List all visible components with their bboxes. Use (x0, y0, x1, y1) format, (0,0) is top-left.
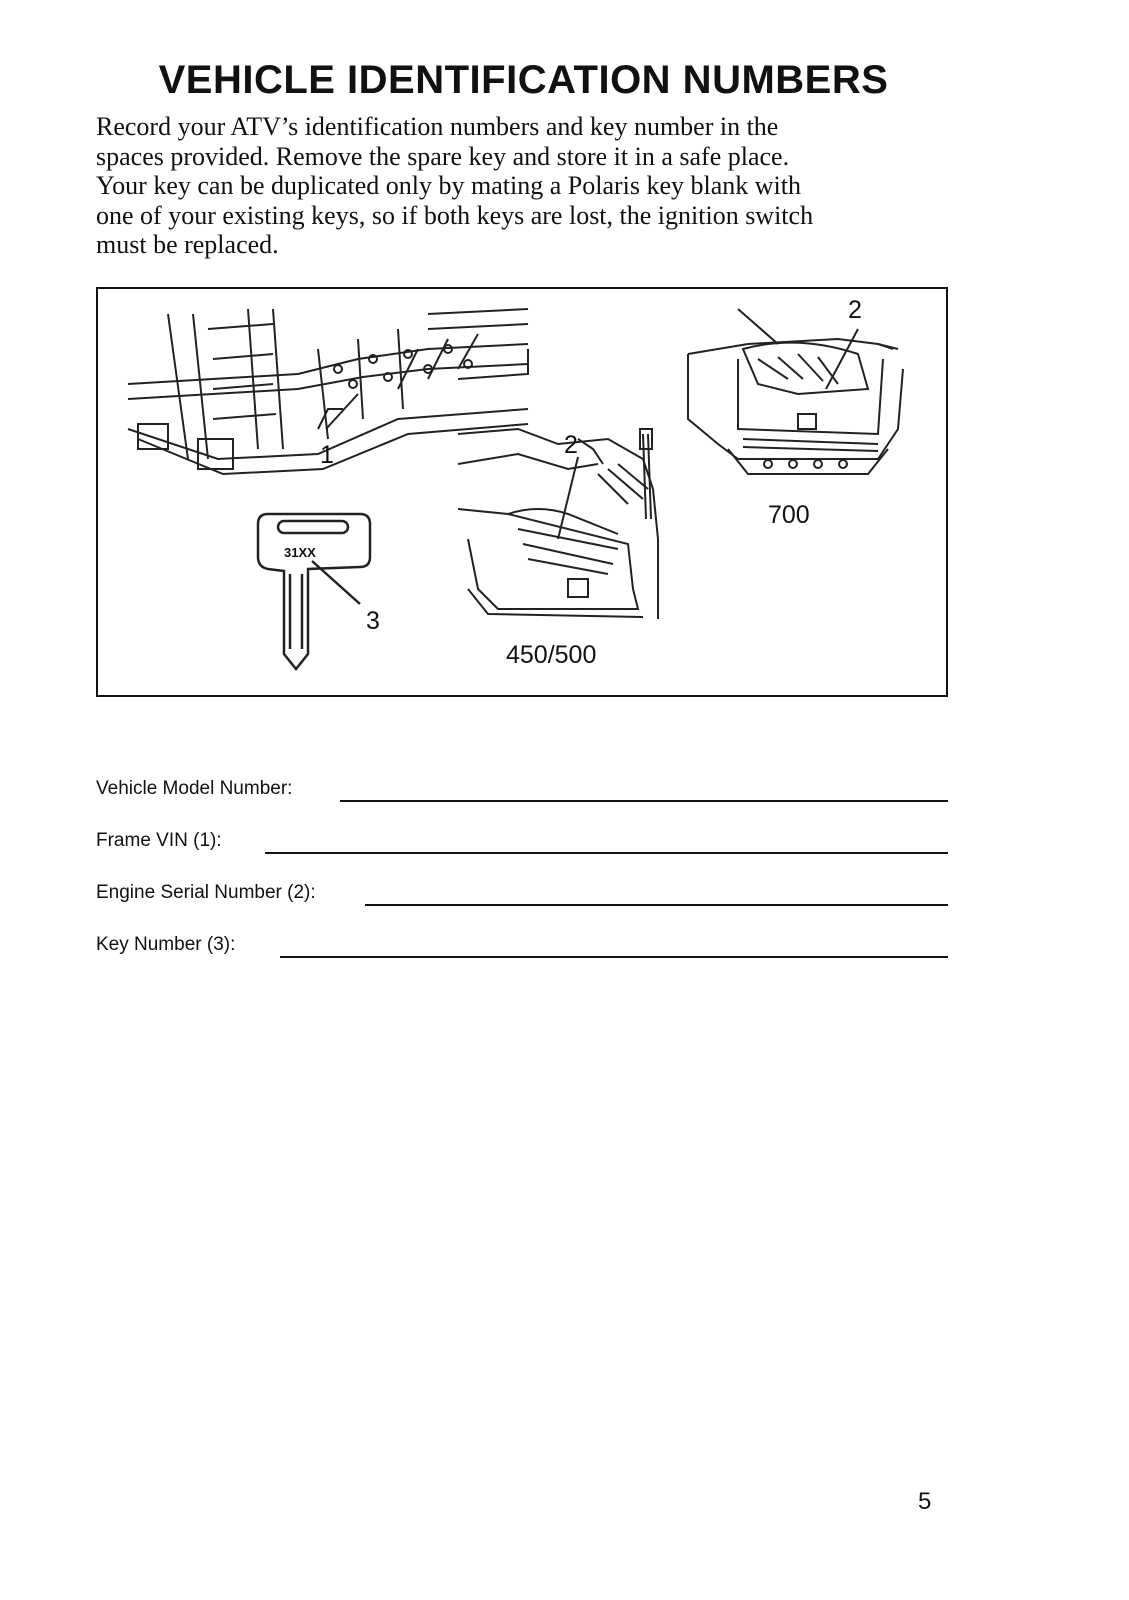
model-label-700: 700 (768, 501, 810, 529)
page-title: VEHICLE IDENTIFICATION NUMBERS (158, 58, 889, 102)
identification-figure (96, 287, 948, 697)
figure-illustrations (98, 289, 946, 695)
engine-450-500-illustration (458, 429, 658, 619)
form-field-engine-serial (96, 882, 948, 912)
form-field-key-number (96, 934, 948, 964)
form-field-model-number (96, 778, 948, 808)
field-label: Engine Serial Number (2): (96, 882, 316, 903)
field-label: Key Number (3): (96, 934, 236, 955)
engine-700-illustration (688, 309, 903, 474)
blank-line-key-number[interactable] (280, 956, 948, 958)
callout-engine-450: 2 (564, 431, 578, 459)
blank-line-engine-serial[interactable] (365, 904, 948, 906)
callout-key: 3 (366, 607, 380, 635)
form-field-frame-vin (96, 830, 948, 860)
key-illustration (258, 514, 370, 669)
callout-engine-700: 2 (848, 296, 862, 324)
key-stamp: 31XX (284, 545, 316, 560)
intro-paragraph: Record your ATV’s identification numbers and key number in the spaces provided. Remove the spare key and store it in a safe place. Your key can be duplicated only by mating a Polaris key blank with one of your existing keys, so if both keys are lost, the ignition switch must be replaced. (96, 112, 814, 259)
blank-line-frame-vin[interactable] (265, 852, 948, 854)
callout-frame-vin: 1 (320, 441, 334, 469)
blank-line-model-number[interactable] (340, 800, 948, 802)
model-label-450-500: 450/500 (506, 641, 597, 669)
page-number: 5 (918, 1488, 932, 1515)
field-label: Frame VIN (1): (96, 830, 222, 851)
field-label: Vehicle Model Number: (96, 778, 293, 799)
